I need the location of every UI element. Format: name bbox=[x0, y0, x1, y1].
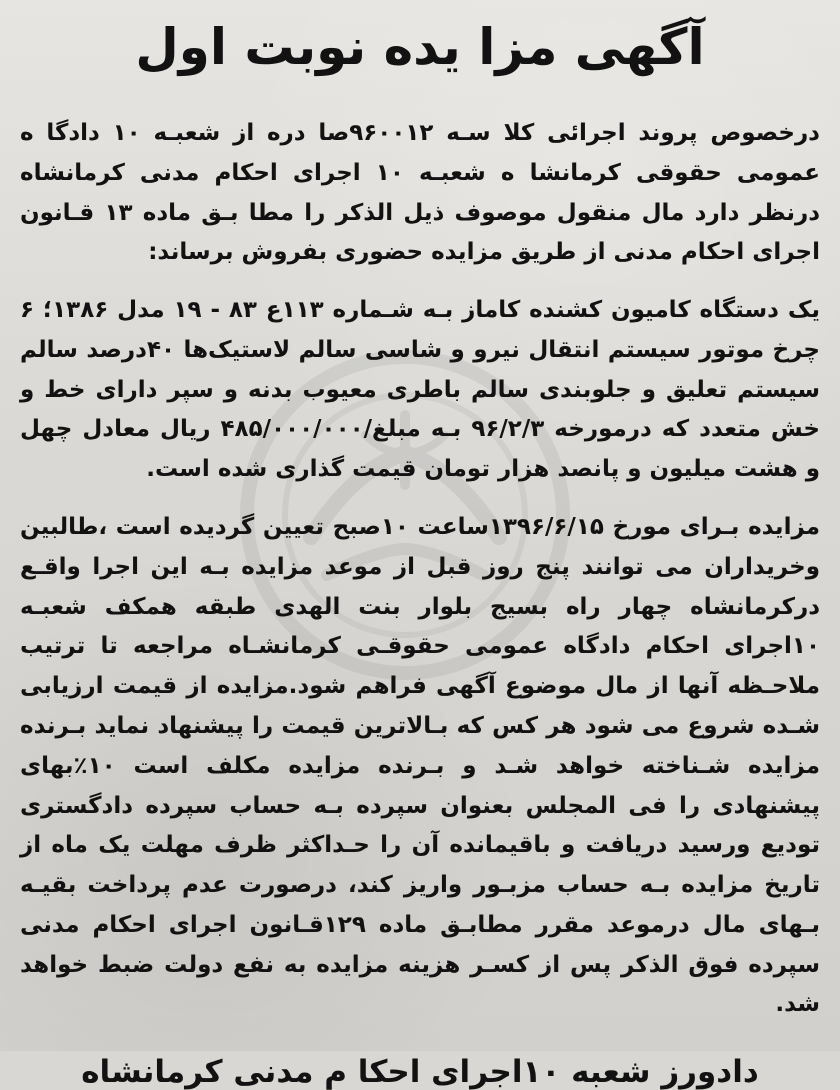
terms-paragraph: مزایده بـرای مورخ ۱۳۹۶/۶/۱۵ساعت ۱۰صبح تعیین گردیده است ،طالبین وخریداران می توانند پنج روز قبل از موعد مزایده بـه این اجرا واقـع درکرمانشاه چهار راه بسیج بلوار بنت الهدی طبقه همکف شعبـه ۱۰اجرای احکام دادگاه عمومی حقوقـی کرمانشـاه مراجعه تا ترتیب ملاحـظه آنها از مال موضوع آگهی فراهم شود.مزایده از قیمت ارزیابی شـده شروع می شود هر کس که بـالاترین قیمت را پیشنهاد نماید بـرنده مزایده شـناخته خواهد شـد و بـرنده مزایده مکلف است ۱۰٪بهای پیشنهادی را فی المجلس بعنوان سپرده بـه حساب سپرده دادگستری تودیع ورسید دریافت و باقیمانده آن را حـداکثر ظرف مهلت یک ماه از تاریخ مزایده بـه حساب مزبـور واریز کند، درصورت عدم پرداخت بقیـه بـهای مال درموعد مقرر مطابـق ماده ۱۲۹قـانون اجرای احکام مدنی سپرده فوق الذکر پس از کسـر هزینه مزایده به نفع دولت ضبط خواهد شد. bbox=[20, 514, 821, 1018]
notice-title: آگهی مزا یده نوبت اول bbox=[135, 18, 705, 76]
notice-content bbox=[20, 18, 821, 1090]
intro-paragraph: درخصوص پروند اجرائی کلا سـه ۹۶۰۰۱۲صا دره از شعبـه ۱۰ دادگا ه عمومی حقوقی کرمانشا ه شعبـه ۱۰ اجرای احکام مدنی کرمانشاه درنظر دارد مال منقول موصوف ذیل الذکر را مطا بـق ماده ۱۳ قـانون اجرای احکام مدنی از طریق مزایده حضوری بفروش برساند: bbox=[20, 120, 820, 266]
item-paragraph: یک دستگاه کامیون کشنده کاماز بـه شـماره ۱۱۳ع ۸۳ - ۱۹ مدل ۱۳۸۶؛ ۶ چرخ موتور سیستم انتقال نیرو و شاسی سالم لاستیک‌ها ۴۰درصد سالم سیستم تعلیق و جلوبندی سالم باطری معیوب بدنه و سپر دارای خط و خش متعدد که درمورخه ۹۶/۲/۳ بـه مبلغ/۴۸۵/۰۰۰/۰۰۰ ریال معادل چهل و هشت میلیون و پانصد هزار تومان قیمت گذاری شده است. bbox=[20, 297, 821, 483]
notice-body bbox=[20, 114, 820, 1025]
signature-line: دادورز شعبه ۱۰اجرای احکا م مدنی کرمانشاه bbox=[81, 1054, 759, 1090]
